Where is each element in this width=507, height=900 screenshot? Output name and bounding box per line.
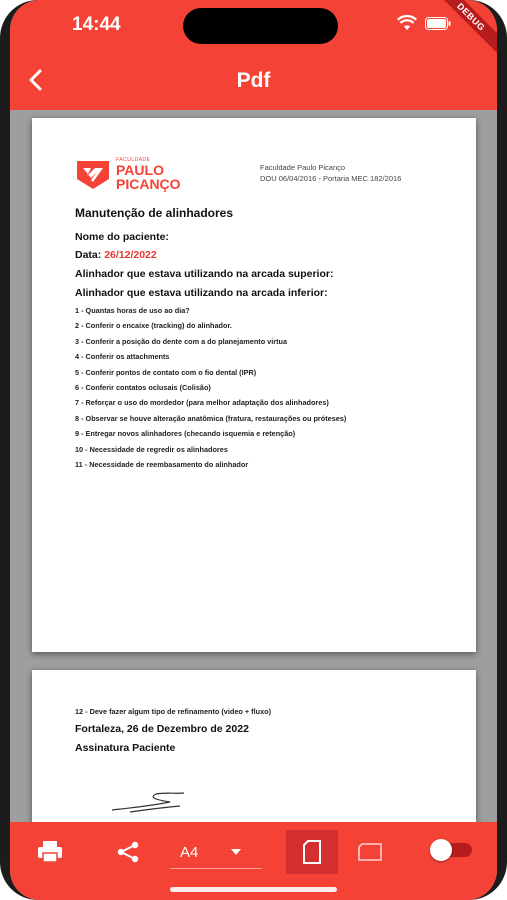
logo-line2: PICANÇO [116,176,181,192]
status-time: 14:44 [72,14,121,35]
lower-arch-label: Alinhador que estava utilizando na arcada inferior: [75,287,328,299]
checklist-item-12: 12 - Deve fazer algum tipo de refinamento (video + fluxo) [75,707,272,716]
document-title: Manutenção de alinhadores [75,206,234,220]
wifi-icon [397,15,417,31]
checklist-item: 6 - Conferir contatos oclusais (Colisão) [75,382,211,392]
dynamic-island [183,8,338,44]
home-indicator [170,887,337,892]
print-button[interactable] [32,830,68,874]
logo-mark-icon [75,159,111,191]
checklist-item: 9 - Entregar novos alinhadores (checando isquemia e retenção) [75,429,296,439]
status-icons [397,15,451,31]
checklist-item: 1 - Quantas horas de uso ao dia? [75,306,190,315]
checklist-item: 8 - Observar se houve alteração anatômica (fratura, restaurações ou próteses) [75,413,347,423]
header-info [260,162,401,184]
logo-small-text: FACULDADE [116,157,151,163]
page-title: Pdf [236,69,271,92]
app-bar [10,0,497,110]
debug-banner: DEBUG [424,0,497,64]
logo-line1: PAULO [116,162,164,178]
portrait-button[interactable] [286,830,338,874]
checklist [75,306,346,475]
checklist-item: 7 - Reforçar o uso do mordedor (para melhor adaptação dos alinhadores) [75,398,329,408]
pdf-page-1 [32,118,476,652]
page-size-value: A4 [180,843,199,861]
pdf-viewer[interactable] [10,110,497,822]
checklist-item: 5 - Conferir pontos de contato com o fio dental (IPR) [75,367,257,377]
checklist-item: 10 - Necessidade de regredir os alinhadores [75,444,228,454]
checklist-item: 2 - Conferir o encaixe (tracking) do alinhador. [75,321,232,331]
arrow-drop-down-icon [229,847,243,857]
share-icon [116,840,140,864]
landscape-page-icon [357,843,383,861]
checklist-item: 3 - Conferir a posição do dente com a do planejamento virtua [75,336,288,346]
dropdown-underline [170,868,262,869]
portrait-page-icon [302,840,322,864]
header-info-line2: DOU 06/04/2016 - Portaria MEC 182/2016 [260,174,402,183]
share-button[interactable] [110,830,146,874]
pdf-page-2 [32,670,476,822]
faculty-logo [75,158,181,191]
toggle-knob[interactable] [430,839,452,861]
checklist-item: 11 - Necessidade de reembasamento do alinhador [75,459,249,469]
signature-scribble [110,788,190,816]
battery-icon [425,17,451,30]
header-info-line1: Faculdade Paulo Picanço [260,163,346,172]
checklist-item: 4 - Conferir os attachments [75,352,170,362]
date-label: Data: [75,249,102,261]
print-icon [37,840,63,864]
patient-name-label: Nome do paciente: [75,231,169,243]
date-value: 26/12/2022 [104,249,157,261]
upper-arch-label: Alinhador que estava utilizando na arcada superior: [75,268,334,280]
date-row [75,249,157,261]
screen [10,0,497,900]
landscape-button[interactable] [350,830,390,874]
place-date: Fortaleza, 26 de Dezembro de 2022 [75,723,249,735]
signature-label: Assinatura Paciente [75,742,176,754]
